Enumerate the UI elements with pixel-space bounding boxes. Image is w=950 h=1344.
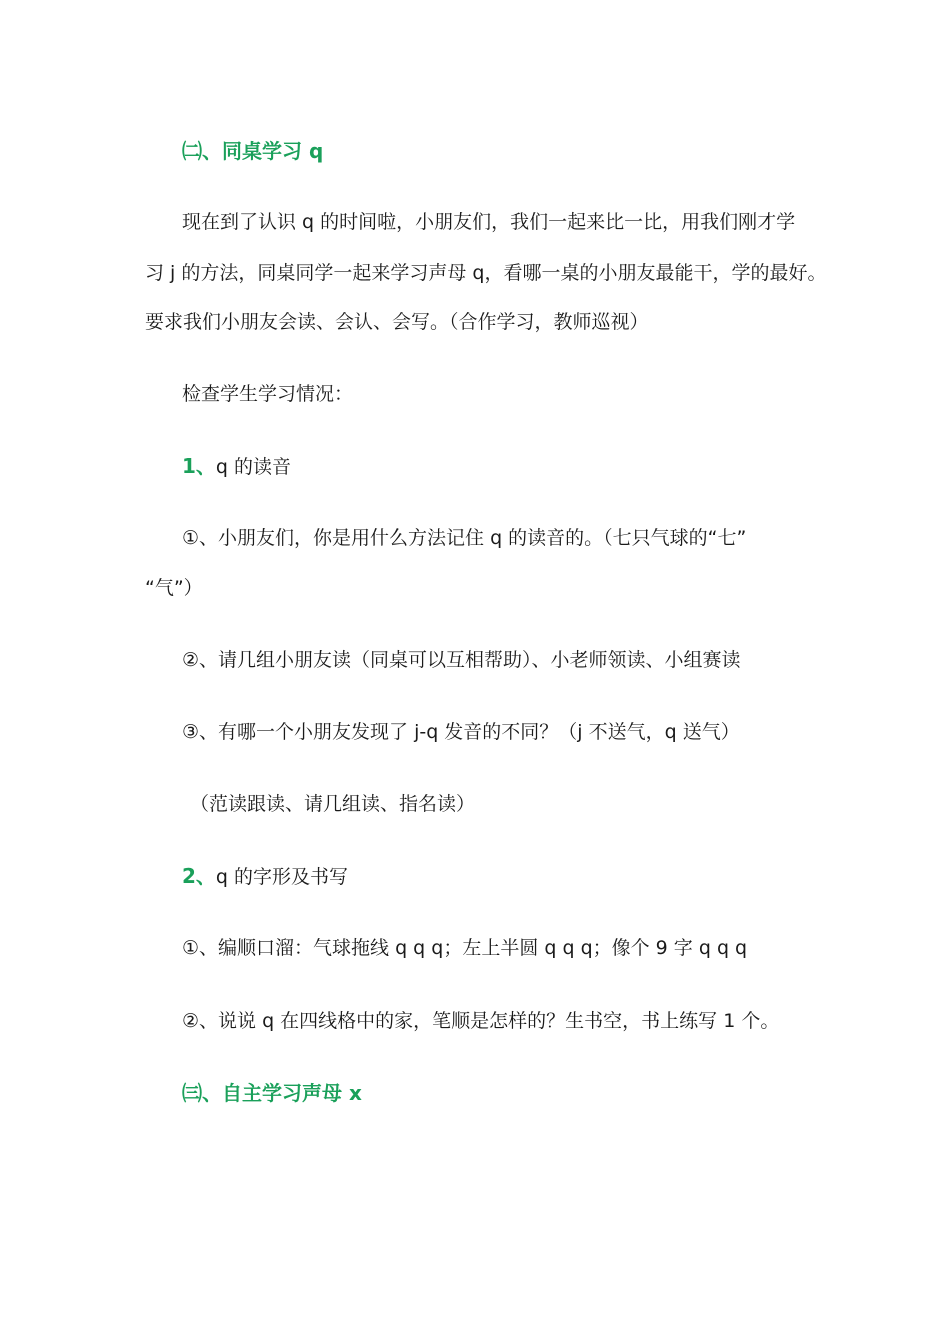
paragraph-line: ①、编顺口溜：气球拖线 q q q；左上半圆 q q q；像个 9 字 q q q: [182, 937, 748, 959]
item-heading-1: [182, 454, 291, 479]
section-heading-2: ㈡、同桌学习 q: [182, 139, 324, 163]
paragraph-line: （范读跟读、请几组读、指名读）: [190, 793, 476, 815]
item-number: 1、: [182, 454, 216, 478]
paragraph-line: ③、有哪一个小朋友发现了 j-q 发音的不同？（j 不送气，q 送气）: [182, 721, 740, 743]
check-text: 检查学生学习情况：: [182, 383, 354, 405]
paragraph-line: 现在到了认识 q 的时间啦，小朋友们，我们一起来比一比，用我们刚才学: [182, 211, 796, 233]
paragraph-line: ②、请几组小朋友读（同桌可以互相帮助）、小老师领读、小组赛读: [182, 649, 741, 671]
section-heading-3: ㈢、自主学习声母 x: [182, 1081, 362, 1105]
item-heading-2: [182, 864, 348, 889]
item-title: q 的读音: [215, 456, 292, 478]
paragraph-line: ①、小朋友们，你是用什么方法记住 q 的读音的。（七只气球的“七”: [182, 527, 747, 549]
item-number: 2、: [182, 864, 216, 888]
paragraph-line: ②、说说 q 在四线格中的家，笔顺是怎样的？生书空，书上练写 1 个。: [182, 1010, 780, 1032]
item-title: q 的字形及书写: [215, 866, 349, 888]
paragraph-line: 习 j 的方法，同桌同学一起来学习声母 q，看哪一桌的小朋友最能干，学的最好。: [145, 262, 827, 284]
paragraph-line: 要求我们小朋友会读、会认、会写。（合作学习，教师巡视）: [145, 311, 649, 333]
paragraph-line: “气”）: [145, 577, 203, 599]
